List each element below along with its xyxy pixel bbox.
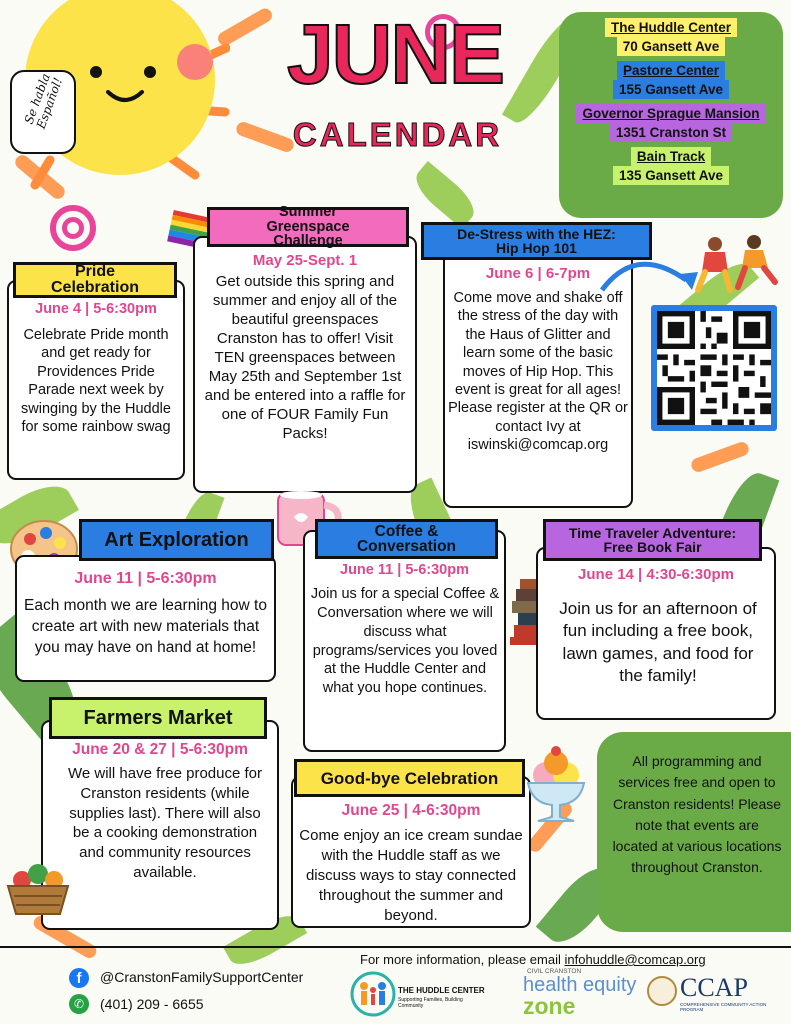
ccap-logo-subtitle: COMPREHENSIVE COMMUNITY ACTION PROGRAM — [680, 1002, 767, 1012]
event-desc-art: Each month we are learning how to create art with new materials that you may have on hand at home! — [24, 597, 267, 656]
event-date-pride: June 4 | 5-6:30pm — [35, 301, 157, 317]
event-desc-goodbye: Come enjoy an ice cream sundae with the Huddle staff as we discuss ways to stay connected throughout the summer and beyond. — [299, 827, 523, 925]
event-date-farmers: June 20 & 27 | 5-6:30pm — [72, 741, 248, 758]
produce-basket-icon — [4, 858, 72, 918]
event-title-coffee: Coffee & Conversation — [315, 519, 498, 559]
footer-email-link[interactable]: infohuddle@comcap.org — [564, 952, 706, 967]
locations-list — [559, 18, 783, 185]
location-name: Pastore Center — [617, 61, 725, 80]
location-name: The Huddle Center — [605, 18, 737, 37]
ice-cream-sundae-icon — [520, 745, 592, 825]
event-desc-greenspace: Get outside this spring and summer and enjoy all of the beautiful greenspaces Cranston has to offer! Visit TEN greenspaces between May 25th and September 1st and be entered into a raffle for one of FOUR Family Fun Packs! — [204, 273, 406, 443]
event-title-farmers: Farmers Market — [49, 697, 267, 739]
location-address: 1351 Cranston St — [610, 123, 732, 142]
event-title-art: Art Exploration — [79, 519, 274, 561]
hez-logo-line1: health equity — [523, 974, 637, 996]
arrow-icon — [596, 250, 706, 306]
event-desc-hiphop: Come move and shake off the stress of the day with the Haus of Glitter and learn some of the basic moves of Hip Hop. This event is great for all ages! Please register at the QR or contact Ivy at iswinski@comcap.org — [448, 290, 628, 454]
facebook-handle[interactable]: @CranstonFamilySupportCenter — [100, 969, 304, 985]
location-address: 135 Gansett Ave — [613, 166, 729, 185]
page-subtitle: CALENDAR — [292, 116, 503, 153]
phone-icon[interactable]: ✆ — [69, 994, 89, 1014]
event-desc-pride: Celebrate Pride month and get ready for Providences Pride Parade next week by swinging by the Huddle for some rainbow swag — [21, 327, 171, 436]
page-title: JUNE — [286, 7, 504, 101]
location-name: Governor Sprague Mansion — [576, 104, 765, 123]
event-date-art: June 11 | 5-6:30pm — [74, 570, 217, 587]
huddle-center-logo-tagline: Supporting Families, Building Community — [398, 997, 463, 1009]
swirl-decor — [62, 217, 84, 239]
footer-info-prefix: For more information, please email — [360, 952, 565, 967]
event-title-pride: Pride Celebration — [13, 262, 177, 298]
event-date-goodbye: June 25 | 4-6:30pm — [341, 802, 481, 819]
notice-text: All programming and services free and open to Cranston residents! Please note that events are located at various locations throughout Cranston. — [612, 753, 782, 876]
ccap-logo-text: CCAP — [680, 973, 748, 1002]
ccap-seal-icon — [647, 976, 677, 1006]
hez-logo-top: CIVIL CRANSTON — [527, 968, 582, 975]
huddle-center-logo-icon — [350, 968, 396, 1020]
huddle-center-logo-text: THE HUDDLE CENTER — [398, 986, 485, 995]
facebook-icon[interactable]: f — [69, 968, 89, 988]
location-address: 70 Gansett Ave — [617, 37, 726, 56]
event-desc-farmers: We will have free produce for Cranston residents (while supplies last). There will also be a cooking demonstration and community resources available. — [68, 765, 262, 881]
event-desc-coffee: Join us for a special Coffee & Conversation where we will discuss what programs/services you loved at the Huddle Center and what you hope continues. — [310, 586, 500, 697]
event-title-hiphop: De-Stress with the HEZ: Hip Hop 101 — [421, 222, 652, 260]
event-date-coffee: June 11 | 5-6:30pm — [340, 562, 469, 578]
event-date-greenspace: May 25-Sept. 1 — [252, 252, 358, 269]
event-date-bookfair: June 14 | 4:30-6:30pm — [578, 566, 734, 583]
hez-logo-line2: zone — [523, 993, 576, 1019]
footer-divider — [0, 946, 791, 948]
speech-bubble-text: Se habla Español! — [21, 71, 66, 131]
event-title-bookfair: Time Traveler Adventure: Free Book Fair — [543, 519, 762, 561]
phone-number[interactable]: (401) 209 - 6655 — [100, 996, 204, 1012]
location-name: Bain Track — [631, 147, 711, 166]
qr-code-pattern — [657, 311, 771, 425]
location-address: 155 Gansett Ave — [613, 80, 729, 99]
event-title-greenspace: Summer Greenspace Challenge — [207, 207, 409, 247]
event-date-hiphop: June 6 | 6-7pm — [485, 265, 591, 282]
event-title-goodbye: Good-bye Celebration — [294, 759, 525, 797]
event-desc-bookfair: Join us for an afternoon of fun including a free book, lawn games, and food for the family! — [559, 599, 757, 686]
footer-info — [360, 952, 706, 967]
